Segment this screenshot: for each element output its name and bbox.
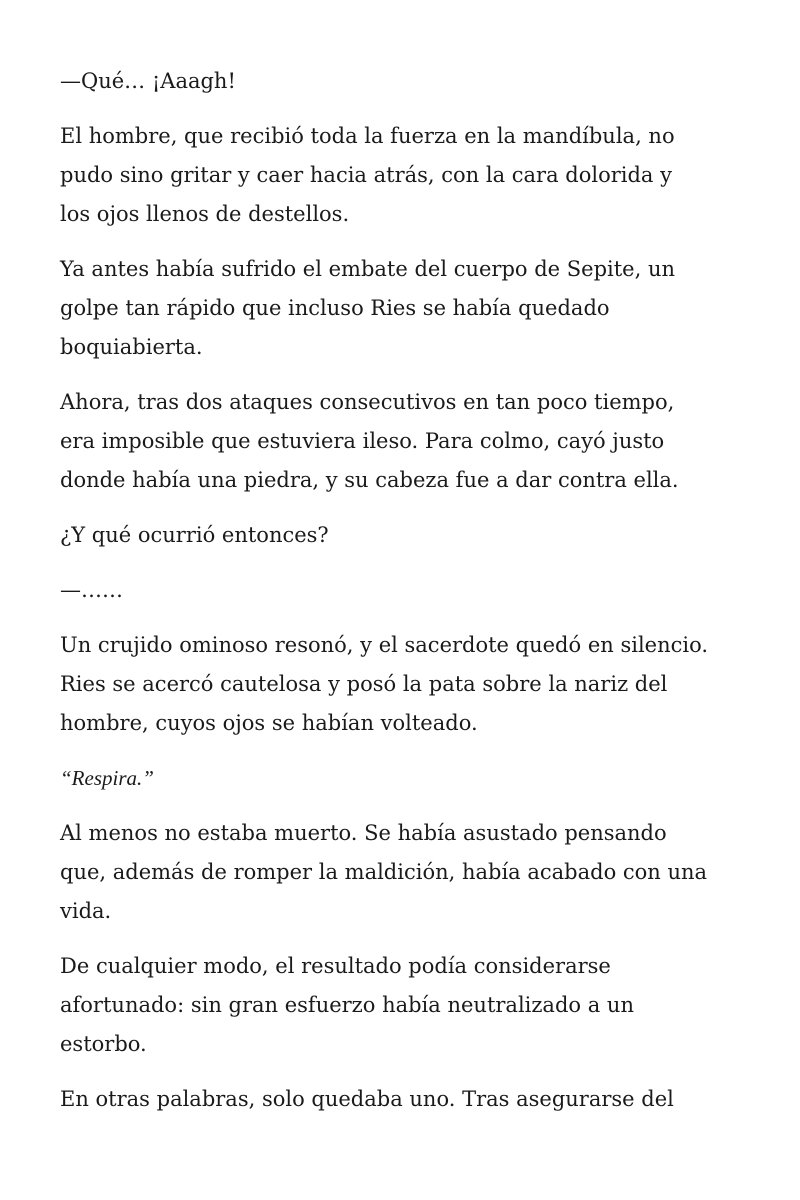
- paragraph-7: Un crujido ominoso resonó, y el sacerdote quedó en silencio. Ries se acercó cautelosa y posó la pata sobre la nariz del hombre, cuyos ojos se habían volteado.: [60, 633, 709, 735]
- paragraph-2: El hombre, que recibió toda la fuerza en la mandíbula, no pudo sino gritar y caer hacia atrás, con la cara dolorida y los ojos llenos de destellos.: [60, 124, 675, 226]
- paragraph-3: Ya antes había sufrido el embate del cuerpo de Sepite, un golpe tan rápido que incluso Ries se había quedado boquiabierta.: [60, 257, 676, 359]
- paragraph-10: De cualquier modo, el resultado podía considerarse afortunado: sin gran esfuerzo había neutralizado a un estorbo.: [60, 954, 634, 1056]
- paragraph-9: Al menos no estaba muerto. Se había asustado pensando que, además de romper la maldición, había acabado con una vida.: [60, 821, 708, 923]
- paragraph-6: —……: [60, 578, 123, 602]
- thought-line: “Respira.”: [60, 766, 154, 790]
- paragraph-4: Ahora, tras dos ataques consecutivos en tan poco tiempo, era imposible que estuviera ileso. Para colmo, cayó justo donde había una piedra, y su cabeza fue a dar contra ella.: [60, 390, 679, 492]
- paragraph-5: ¿Y qué ocurrió entonces?: [60, 523, 329, 547]
- paragraph-1: —Qué… ¡Aaagh!: [60, 69, 236, 93]
- page-text: [60, 62, 760, 1135]
- paragraph-11: En otras palabras, solo quedaba uno. Tras asegurarse del: [60, 1087, 674, 1111]
